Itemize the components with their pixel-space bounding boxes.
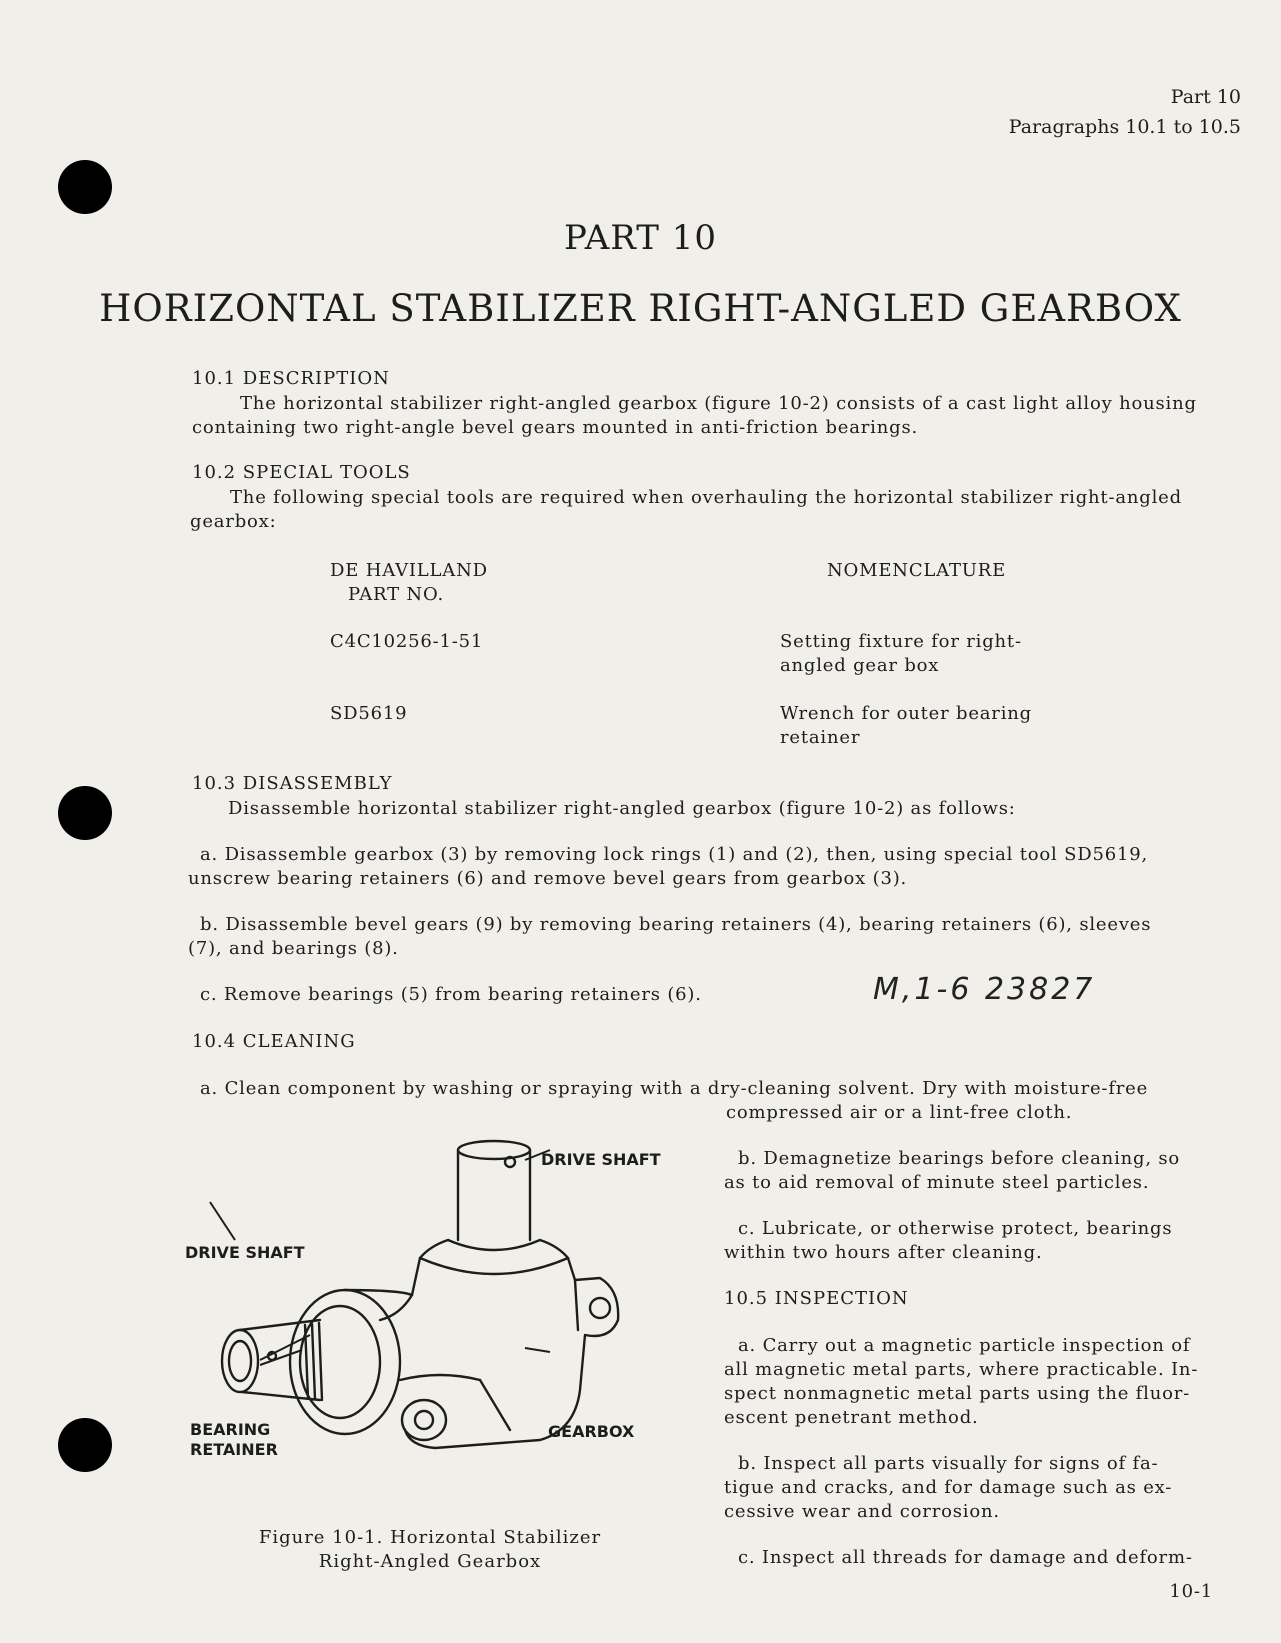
paragraph-line: a. Disassemble gearbox (3) by removing lock rings (1) and (2), then, using special tool SD5619, (200, 844, 1149, 865)
punch-hole (58, 786, 112, 840)
punch-hole (58, 1418, 112, 1472)
header-paragraphs: Paragraphs 10.1 to 10.5 (1008, 116, 1241, 138)
punch-hole (58, 160, 112, 214)
figure-caption-line: Right-Angled Gearbox (318, 1551, 542, 1572)
running-header (1009, 84, 1241, 141)
paragraph-line: gearbox: (190, 511, 277, 532)
tool-nomenclature: angled gear box (780, 655, 940, 676)
paragraph-line: compressed air or a lint-free cloth. (726, 1102, 1073, 1123)
paragraph-line: escent penetrant method. (724, 1407, 979, 1428)
paragraph-line: a. Carry out a magnetic particle inspection of (738, 1335, 1191, 1356)
paragraph-line: containing two right-angle bevel gears mounted in anti-friction bearings. (192, 417, 919, 438)
paragraph-line: tigue and cracks, and for damage such as ex- (724, 1477, 1173, 1498)
paragraph-line: The horizontal stabilizer right-angled gearbox (figure 10-2) consists of a cast light alloy housing (240, 393, 1197, 414)
paragraph-line: spect nonmagnetic metal parts using the fluor- (724, 1383, 1191, 1404)
paragraph-line: b. Demagnetize bearings before cleaning, so (738, 1148, 1181, 1169)
label-bearing-line: BEARING (190, 1420, 271, 1439)
tool-part-number: SD5619 (330, 703, 408, 724)
section-heading: 10.4 CLEANING (192, 1031, 356, 1052)
table-header-nomenclature: NOMENCLATURE (827, 560, 1007, 581)
paragraph-line: b. Disassemble bevel gears (9) by removing bearing retainers (4), bearing retainers (6), sleeves (200, 914, 1152, 935)
label-retainer-line: RETAINER (190, 1440, 278, 1459)
section-heading: 10.2 SPECIAL TOOLS (192, 462, 411, 483)
figure-caption (190, 1526, 670, 1574)
paragraph-line: c. Inspect all threads for damage and deform- (738, 1547, 1193, 1568)
tool-part-number: C4C10256-1-51 (330, 631, 484, 652)
paragraph-line: a. Clean component by washing or spraying with a dry-cleaning solvent. Dry with moisture-free (200, 1078, 1149, 1099)
tool-nomenclature: Setting fixture for right- (780, 631, 1022, 652)
section-heading: 10.3 DISASSEMBLY (192, 773, 393, 794)
paragraph-line: within two hours after cleaning. (724, 1242, 1043, 1263)
label-drive-shaft-left: DRIVE SHAFT (185, 1243, 305, 1262)
tool-nomenclature: Wrench for outer bearing (780, 703, 1032, 724)
page-number: 10-1 (1169, 1581, 1213, 1602)
paragraph-line: unscrew bearing retainers (6) and remove bevel gears from gearbox (3). (188, 868, 908, 889)
paragraph-line: c. Lubricate, or otherwise protect, bearings (738, 1218, 1173, 1239)
paragraph-line: b. Inspect all parts visually for signs of fa- (738, 1453, 1159, 1474)
figure-caption-line: Figure 10-1. Horizontal Stabilizer (258, 1527, 602, 1548)
tool-nomenclature: retainer (780, 727, 861, 748)
paragraph-line: all magnetic metal parts, where practicable. In- (724, 1359, 1199, 1380)
chapter-title: HORIZONTAL STABILIZER RIGHT-ANGLED GEARBOX (99, 287, 1182, 330)
paragraph-line: as to aid removal of minute steel particles. (724, 1172, 1150, 1193)
handwritten-note: M,1-6 23827 (873, 972, 1096, 1007)
paragraph-line: c. Remove bearings (5) from bearing retainers (6). (200, 984, 702, 1005)
header-part: Part 10 (1170, 86, 1241, 108)
label-bearing-retainer (190, 1420, 278, 1460)
paragraph-line: cessive wear and corrosion. (724, 1501, 1000, 1522)
label-gearbox: GEARBOX (548, 1422, 635, 1441)
paragraph-line: Disassemble horizontal stabilizer right-angled gearbox (figure 10-2) as follows: (228, 798, 1016, 819)
label-drive-shaft-top: DRIVE SHAFT (541, 1150, 661, 1169)
table-header-part-no: DE HAVILLAND (330, 560, 488, 581)
section-heading: 10.1 DESCRIPTION (192, 368, 390, 389)
part-title: PART 10 (563, 218, 718, 258)
section-heading: 10.5 INSPECTION (724, 1288, 909, 1309)
paragraph-line: (7), and bearings (8). (188, 938, 399, 959)
table-header-part-no: PART NO. (348, 584, 444, 605)
paragraph-line: The following special tools are required when overhauling the horizontal stabilizer right-angled (230, 487, 1182, 508)
